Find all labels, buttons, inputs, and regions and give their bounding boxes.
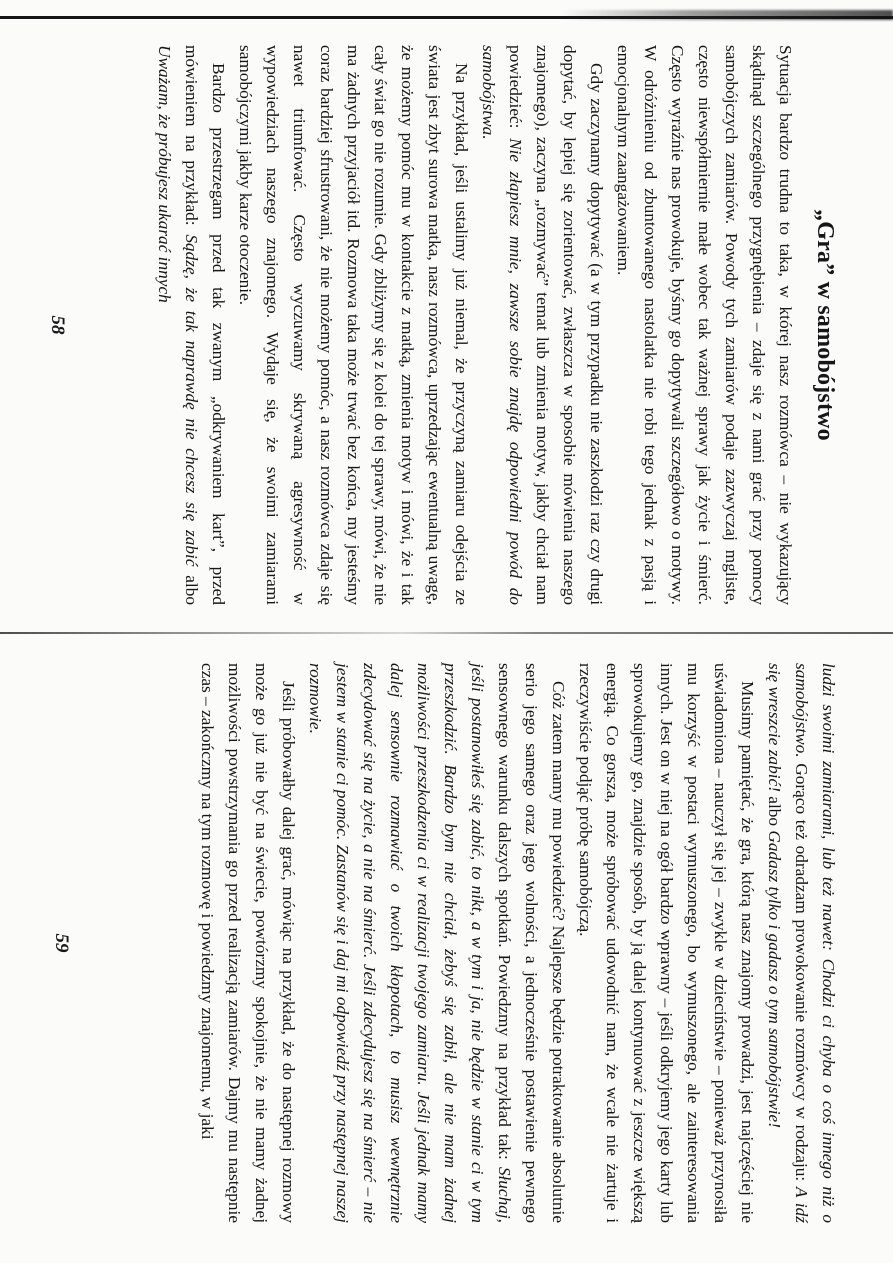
page-59: [0, 640, 893, 1245]
paragraph-game: Musimy pamiętać, że gra, którą nasz znajomy prowadzi, jest najczęściej nie uświadomiona – nauczył się jej – zwykle w dzieciństwie – ponieważ przynosiła mu korzyść w postaci wymuszonego, bo wymuszonego, ale zainteresowania innych. Jest on w niej na ogół bardzo wprawny – jeśli odkryjemy jego karty lub sprowokujemy go, znajdzie sposób, by ją dalej kontynuować z jeszcze większą energią. Co gorsza, może spróbować udowodnić nam, że wcale nie żartuje i rzeczywiście podjąć próbę samobójczą.: [575, 662, 757, 1223]
chapter-title: „Gra” w samobójstwo: [811, 209, 838, 441]
page-number-59: 59: [50, 933, 72, 952]
spread-divider: [0, 632, 893, 634]
paragraph-1: Sytuacja bardzo trudna to taka, w której nasz rozmówca – nie wykazujący skądinąd szczególnego przygnębienia – zdaje się z nami grać przy pomocy samobójczych zamiarów. Powody tych zamiarów podaje zazwyczaj mgliste, często niewspółmiernie małe wobec tak ważnej sprawy jak życie i śmierć. Często wyraźnie nas prowokuje, byśmy go dopytywali szczegółowo o motywy. W odróżnieniu od zbuntowanego nastolatka nie robi tego jednak z pasją i emocjonalnym zaangażowaniem.: [613, 45, 795, 605]
paragraph-4: Bardzo przestrzegam przed tak zwanym „odkrywaniem kart”, przed mówieniem na przykład: Sądzę, że tak naprawdę nie chcesz się zabić albo Uważam, że próbujesz ukarać innych: [154, 45, 228, 606]
paragraph-final: Jeśli próbowałby dalej grać, mówiąc na przykład, że do następnej rozmowy może go już nie być na świecie, powtórzmy spokojnie, że nie mamy żadnej możliwości powstrzymania go przed realizacją zamiarów. Dajmy mu następnie czas – zakończmy na tym rozmowę i powiedzmy znajomemu, w jaki: [197, 662, 298, 1223]
page-number-58: 58: [46, 315, 68, 335]
page-58: [0, 22, 893, 628]
paragraph-2: Gdy zaczynamy dopytywać (a w tym przypadku nie zaszkodzi raz czy drugi dopytać, by lepiej się zorientować, zwłaszcza w sposobie mówienia naszego znajomego), zaczyna „rozmywać” temat lub zmienia motyw, jakby chciał nam powiedzieć: Nie złapiesz mnie, zawsze sobie znajdę odpowiedni powód do samobójstwa.: [478, 45, 606, 606]
paragraph-continued: ludzi swoimi zamiarami, lub też nawet: Chodzi ci chyba o coś innego niż o samobójstwo. Gorąco też odradzam prowokowanie rozmówcy w rodzaju: A idź się wreszcie zabić! albo Gadasz tylko i gadasz o tym samobójstwie!: [764, 662, 838, 1223]
top-edge-rule: [0, 16, 893, 19]
paragraph-what-to-say: Cóż zatem mamy mu powiedzieć? Najlepsze będzie potraktowanie absolutnie serio jego samego oraz jego wolności, a jednocześnie postawienie pewnego sensownego warunku dalszych spotkań. Powiedzmy na przykład tak: Słuchaj, jeśli postanowiłeś się zabić, to nikt, a w tym i ja, nie będzie w stanie ci w tym przeszkodzić. Bardzo bym nie chciał, żebyś się zabił, ale nie mam żadnej możliwości przeszkodzenia ci w realizacji twojego zamiaru. Jeśli jednak mamy dalej sensownie rozmawiać o twoich kłopotach, to musisz wewnętrznie zdecydować się na życie, a nie na śmierć. Jeśli zdecydujesz się na śmierć – nie jestem w stanie ci pomóc. Zastanów się i daj mi odpowiedź przy następnej naszej rozmowie.: [305, 662, 568, 1223]
paragraph-3: Na przykład, jeśli ustalimy już niemal, że przyczyną zamiaru odejścia ze świata jest zbyt surowa matka, nasz rozmówca, uprzedzając ewentualną uwagę, że możemy pomóc mu w kontakcie z matką, zmienia motyw i mówi, że i tak cały świat go nie rozumie. Gdy zbliżymy się z kolei do tej sprawy, mówi, że nie ma żadnych przyjaciół itd. Rozmowa taka może trwać bez końca, my jesteśmy coraz bardziej sfrustrowani, że nie możemy pomóc, a nasz rozmówca zdaje się nawet triumfować. Często wyczuwamy skrywaną agresywność w wypowiedziach naszego znajomego. Wydaje się, że swoimi zamiarami samobójczymi jakby karze otoczenie.: [235, 45, 471, 605]
